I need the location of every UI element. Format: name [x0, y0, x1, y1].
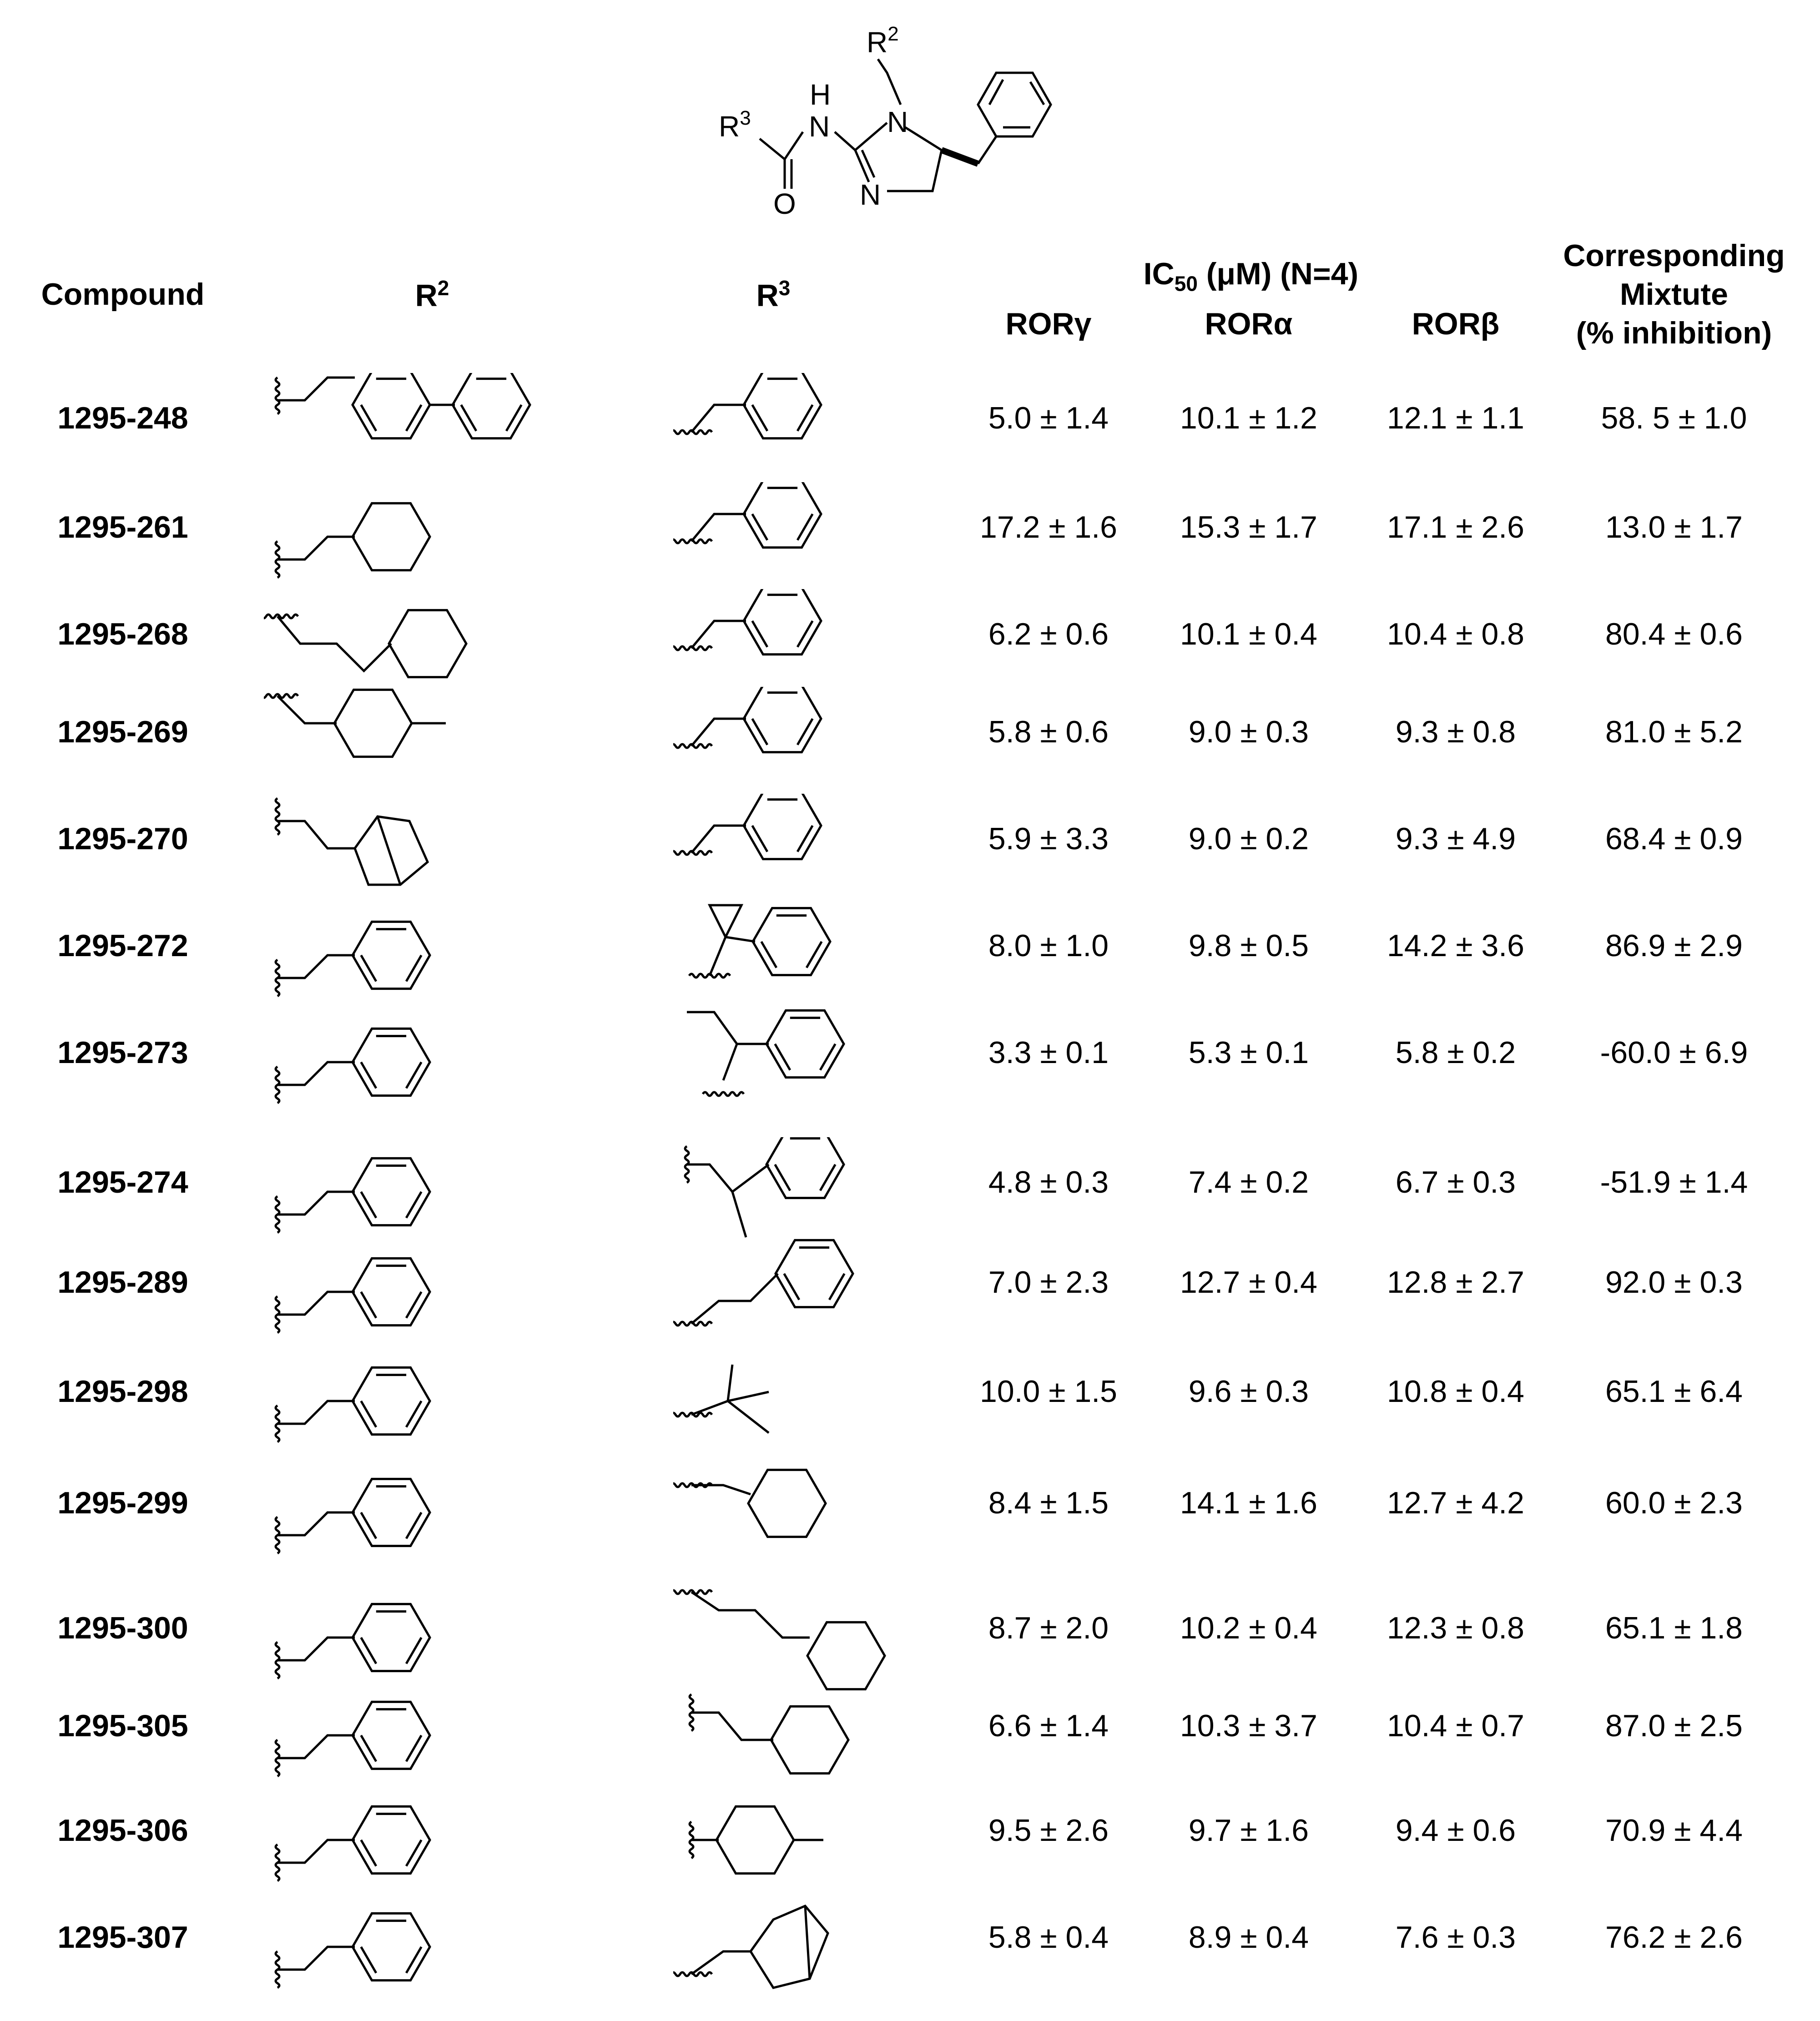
ror-alpha-value: 5.3 ± 0.1 [1188, 1035, 1309, 1070]
ror-beta-value: 12.7 ± 4.2 [1387, 1486, 1524, 1520]
r2-structure [264, 794, 546, 903]
ror-gamma-value: 6.6 ± 1.4 [988, 1709, 1109, 1743]
compound-id: 1295-274 [57, 1165, 188, 1199]
header-mixture-line2: Mixtute [1620, 277, 1728, 312]
scaffold-structure [705, 14, 1092, 227]
r2-structure [264, 1458, 546, 1567]
ror-gamma-value: 4.8 ± 0.3 [988, 1165, 1109, 1199]
scaffold-n2-label: N [860, 178, 881, 211]
r3-structure [673, 1237, 910, 1346]
scaffold-n-label: N [809, 110, 830, 143]
ror-alpha-value: 12.7 ± 0.4 [1180, 1265, 1317, 1300]
mixture-value: 68.4 ± 0.9 [1605, 822, 1743, 856]
ror-gamma-value: 6.2 ± 0.6 [988, 617, 1109, 651]
mixture-value: 60.0 ± 2.3 [1605, 1486, 1743, 1520]
ror-alpha-value: 9.0 ± 0.3 [1188, 715, 1309, 749]
compound-id: 1295-289 [57, 1265, 188, 1300]
ror-gamma-value: 5.0 ± 1.4 [988, 401, 1109, 435]
scaffold-h-label: H [810, 78, 831, 111]
ror-alpha-value: 9.0 ± 0.2 [1188, 822, 1309, 856]
scaffold-r3-label: $R^3$ [719, 107, 751, 143]
r2-structure [264, 1785, 546, 1895]
header-ror-alpha: RORα [1205, 307, 1293, 341]
ror-beta-value: 7.6 ± 0.3 [1395, 1920, 1516, 1955]
r2-structure [264, 1583, 546, 1692]
ror-beta-value: 9.4 ± 0.6 [1395, 1813, 1516, 1848]
ror-beta-value: 10.4 ± 0.8 [1387, 617, 1524, 651]
compound-id: 1295-307 [57, 1920, 188, 1955]
ror-alpha-value: 15.3 ± 1.7 [1180, 510, 1317, 544]
r2-structure [264, 901, 546, 1010]
ror-gamma-value: 17.2 ± 1.6 [980, 510, 1117, 544]
ror-gamma-value: 7.0 ± 2.3 [988, 1265, 1109, 1300]
ror-alpha-value: 10.1 ± 0.4 [1180, 617, 1317, 651]
header-mixture-line3: (% inhibition) [1576, 316, 1772, 350]
r3-structure [673, 1583, 910, 1692]
r3-structure [673, 589, 910, 698]
mixture-value: 76.2 ± 2.6 [1605, 1920, 1743, 1955]
r3-structure [673, 1785, 910, 1895]
ror-gamma-value: 8.0 ± 1.0 [988, 928, 1109, 963]
ror-gamma-value: 3.3 ± 0.1 [988, 1035, 1109, 1070]
ror-gamma-value: 5.9 ± 3.3 [988, 822, 1109, 856]
header-ror-beta: RORβ [1412, 307, 1500, 341]
ror-beta-value: 10.4 ± 0.7 [1387, 1709, 1524, 1743]
compound-id: 1295-273 [57, 1035, 188, 1070]
mixture-value: 80.4 ± 0.6 [1605, 617, 1743, 651]
ror-beta-value: 12.3 ± 0.8 [1387, 1611, 1524, 1645]
mixture-value: 65.1 ± 6.4 [1605, 1374, 1743, 1409]
r2-structure [264, 373, 546, 482]
ror-alpha-value: 9.6 ± 0.3 [1188, 1374, 1309, 1409]
r3-structure [673, 1892, 910, 2001]
header-r3: $R^3$ [756, 276, 791, 313]
compound-id: 1295-298 [57, 1374, 188, 1409]
mixture-value: 92.0 ± 0.3 [1605, 1265, 1743, 1300]
compound-id: 1295-299 [57, 1486, 188, 1520]
mixture-value: 65.1 ± 1.8 [1605, 1611, 1743, 1645]
header-mixture-line1: Corresponding [1563, 238, 1785, 273]
r2-structure [264, 1237, 546, 1346]
r3-structure [673, 794, 910, 903]
ror-gamma-value: 5.8 ± 0.4 [988, 1920, 1109, 1955]
r2-structure [264, 1137, 546, 1246]
ror-alpha-value: 10.3 ± 3.7 [1180, 1709, 1317, 1743]
ror-beta-value: 6.7 ± 0.3 [1395, 1165, 1516, 1199]
compound-id: 1295-268 [57, 617, 188, 651]
ror-alpha-value: 10.1 ± 1.2 [1180, 401, 1317, 435]
ror-alpha-value: 9.7 ± 1.6 [1188, 1813, 1309, 1848]
ror-gamma-value: 9.5 ± 2.6 [988, 1813, 1109, 1848]
ror-beta-value: 14.2 ± 3.6 [1387, 928, 1524, 963]
ror-gamma-value: 10.0 ± 1.5 [980, 1374, 1117, 1409]
mixture-value: 58. 5 ± 1.0 [1601, 401, 1747, 435]
mixture-value: -60.0 ± 6.9 [1600, 1035, 1748, 1070]
r2-structure [264, 687, 546, 796]
r2-structure [264, 1892, 546, 2001]
r2-structure [264, 1681, 546, 1790]
r3-structure [673, 373, 910, 482]
ror-alpha-value: 10.2 ± 0.4 [1180, 1611, 1317, 1645]
header-r2: $R^2$ [415, 276, 449, 313]
ror-alpha-value: 8.9 ± 0.4 [1188, 1920, 1309, 1955]
scaffold-n1-label: N [887, 106, 908, 138]
mixture-value: 87.0 ± 2.5 [1605, 1709, 1743, 1743]
r3-structure [673, 1008, 910, 1117]
mixture-value: 81.0 ± 5.2 [1605, 715, 1743, 749]
r3-structure [673, 1137, 910, 1246]
mixture-value: -51.9 ± 1.4 [1600, 1165, 1748, 1199]
compound-id: 1295-306 [57, 1813, 188, 1848]
scaffold-r2-label: $R^2$ [867, 23, 899, 59]
compound-id: 1295-269 [57, 715, 188, 749]
ror-beta-value: 5.8 ± 0.2 [1395, 1035, 1516, 1070]
mixture-value: 86.9 ± 2.9 [1605, 928, 1743, 963]
ror-beta-value: 17.1 ± 2.6 [1387, 510, 1524, 544]
compound-id: 1295-248 [57, 401, 188, 435]
ror-beta-value: 10.8 ± 0.4 [1387, 1374, 1524, 1409]
r2-structure [264, 589, 546, 698]
header-compound: Compound [41, 277, 205, 312]
mixture-value: 70.9 ± 4.4 [1605, 1813, 1743, 1848]
ror-gamma-value: 8.7 ± 2.0 [988, 1611, 1109, 1645]
ror-alpha-value: 9.8 ± 0.5 [1188, 928, 1309, 963]
r3-structure [673, 901, 910, 1010]
compound-id: 1295-270 [57, 822, 188, 856]
scaffold-o-label: O [773, 187, 796, 220]
r2-structure [264, 1008, 546, 1117]
ror-alpha-value: 7.4 ± 0.2 [1188, 1165, 1309, 1199]
ror-alpha-value: 14.1 ± 1.6 [1180, 1486, 1317, 1520]
ror-beta-value: 9.3 ± 0.8 [1395, 715, 1516, 749]
r2-structure [264, 482, 546, 591]
ror-beta-value: 9.3 ± 4.9 [1395, 822, 1516, 856]
compound-id: 1295-261 [57, 510, 188, 544]
header-ic50: $IC_{50}$ (μM) (N=4) [1143, 257, 1359, 296]
compound-id: 1295-300 [57, 1611, 188, 1645]
compound-id: 1295-305 [57, 1709, 188, 1743]
header-ror-gamma: RORγ [1005, 307, 1092, 341]
ror-gamma-value: 5.8 ± 0.6 [988, 715, 1109, 749]
mixture-value: 13.0 ± 1.7 [1605, 510, 1743, 544]
r3-structure [673, 1346, 910, 1456]
r3-structure [673, 482, 910, 591]
ror-beta-value: 12.1 ± 1.1 [1387, 401, 1524, 435]
r2-structure [264, 1346, 546, 1456]
compound-id: 1295-272 [57, 928, 188, 963]
ror-gamma-value: 8.4 ± 1.5 [988, 1486, 1109, 1520]
r3-structure [673, 687, 910, 796]
header-mixture [1547, 237, 1801, 353]
ror-beta-value: 12.8 ± 2.7 [1387, 1265, 1524, 1300]
r3-structure [673, 1681, 910, 1790]
r3-structure [673, 1458, 910, 1567]
